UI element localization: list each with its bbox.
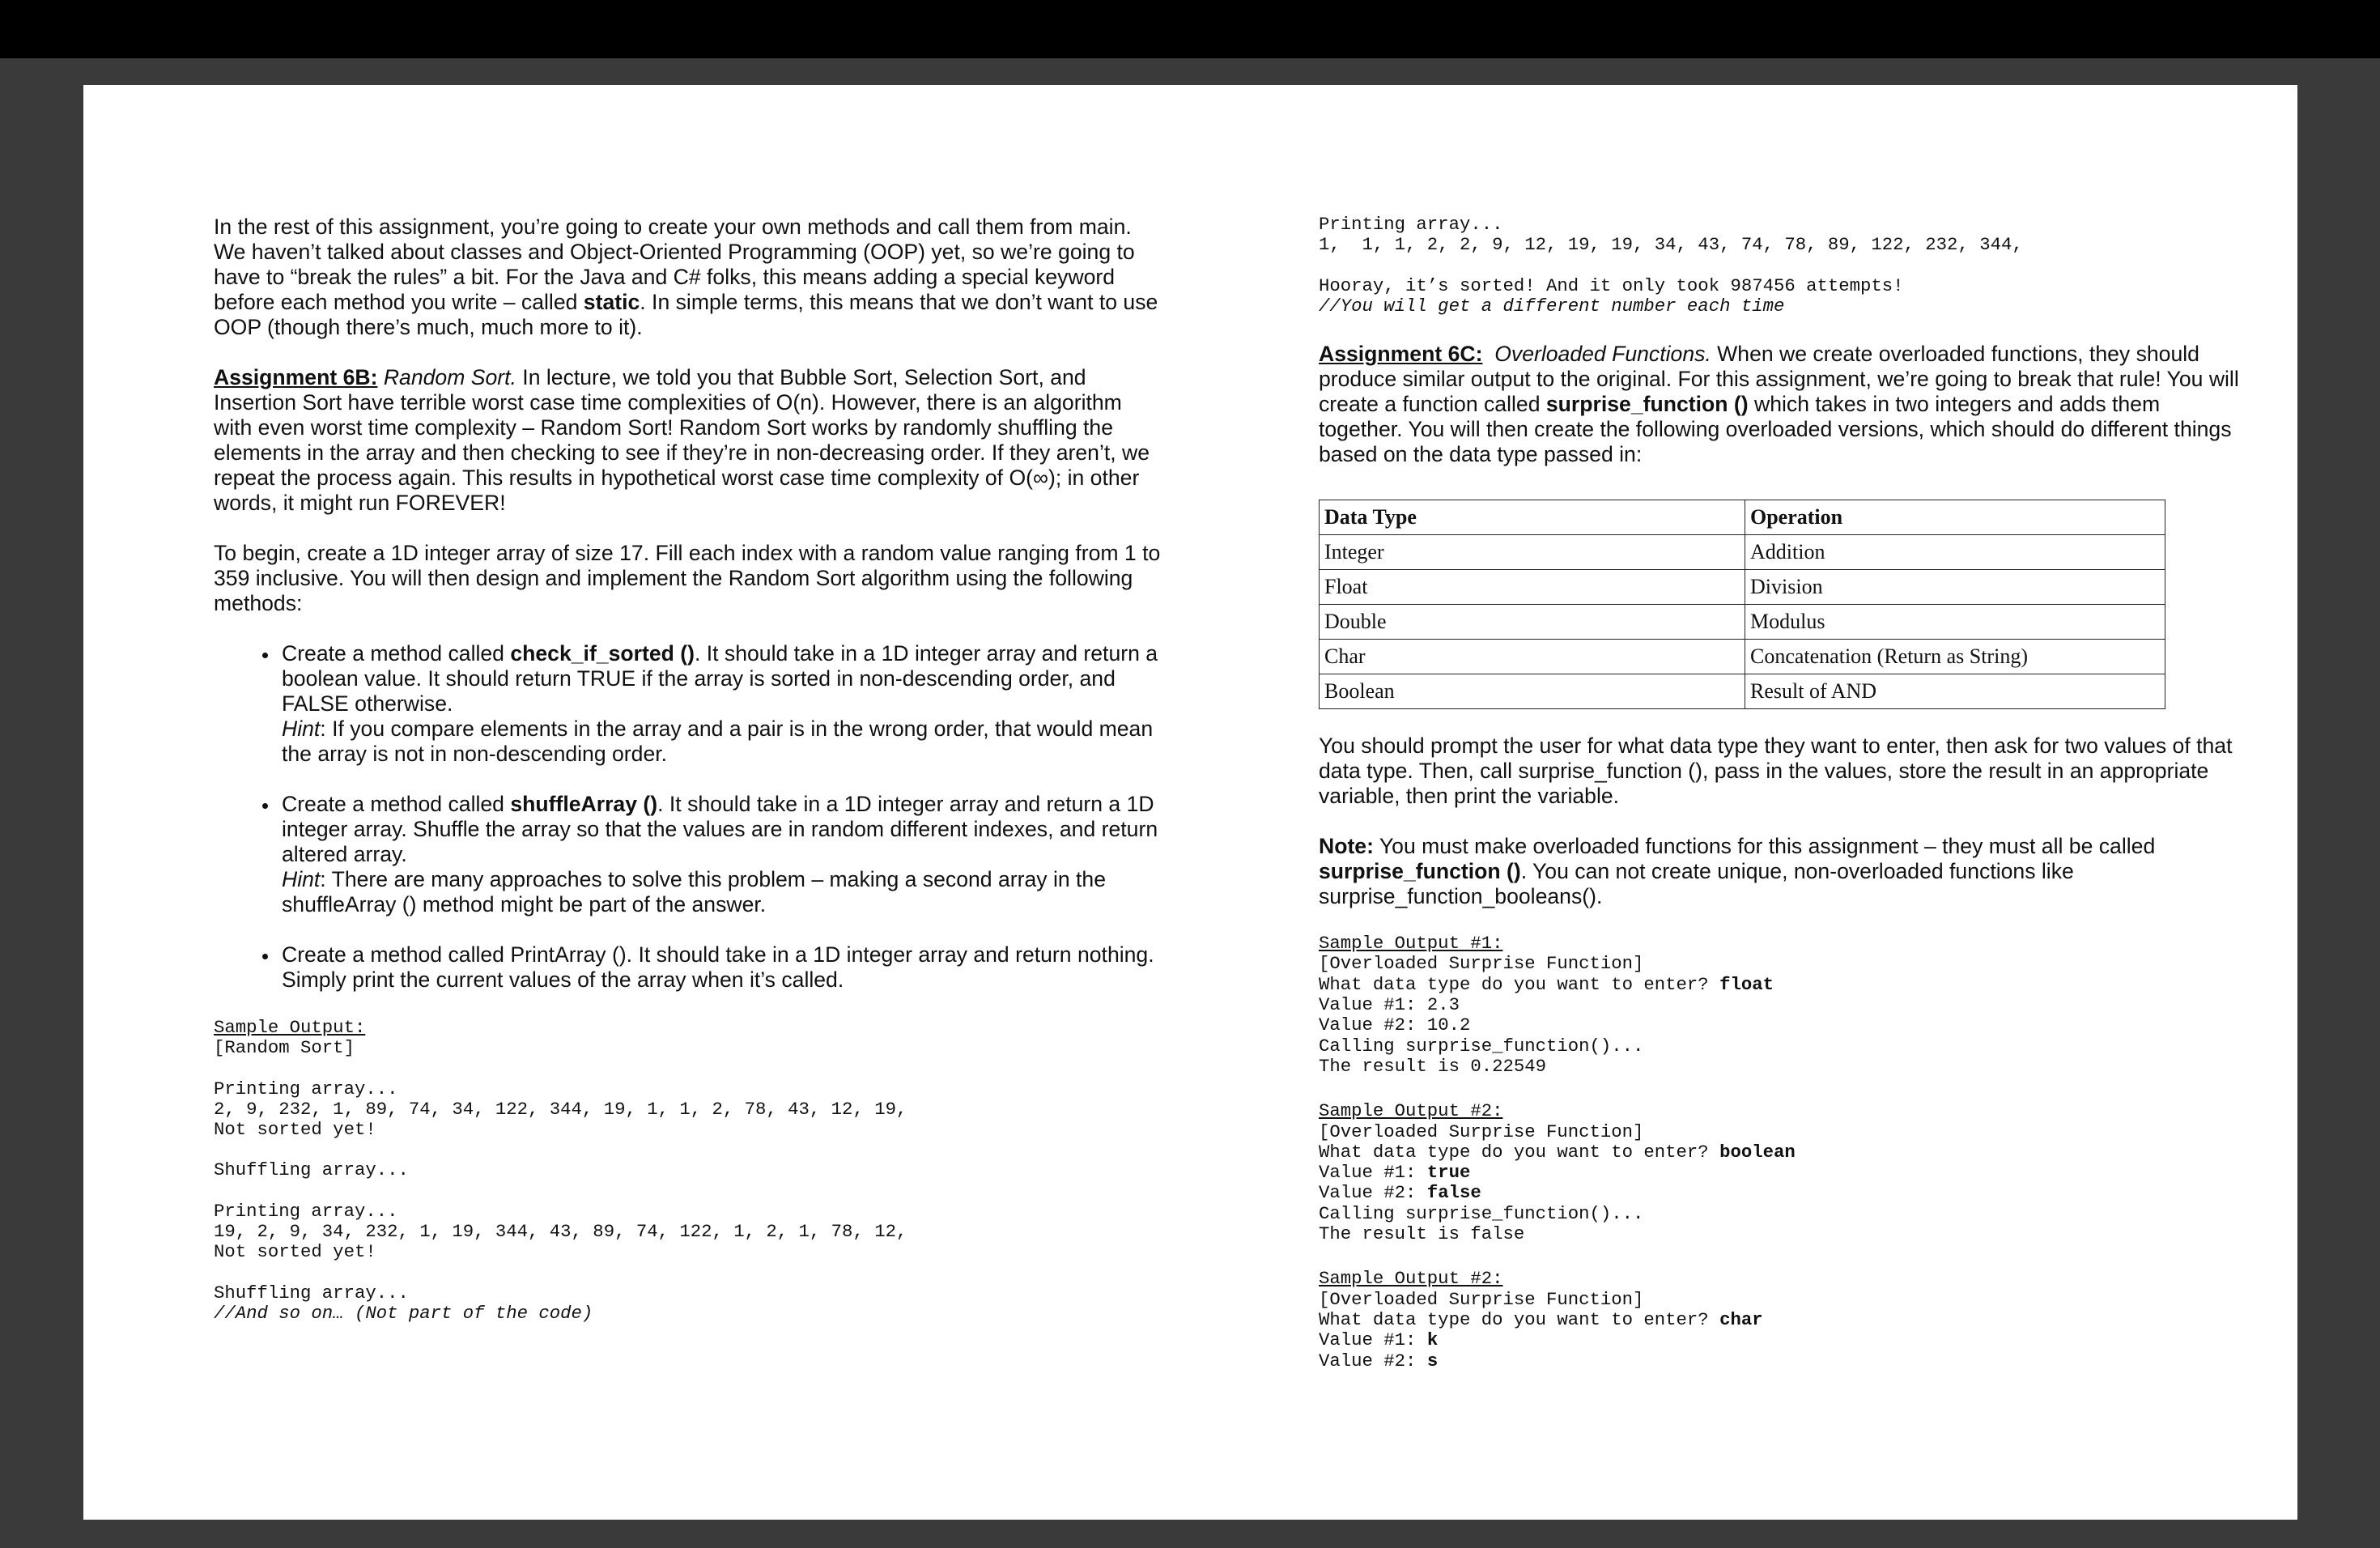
sample-title: [Random Sort] [214,1037,355,1059]
sample-output-label: Sample Output #1: [1319,933,1503,955]
note-paragraph: Note: You must make overloaded functions for this assignment – they must all be called surprise_function (). You can not create unique, non-overloaded functions like surprise_function_booleans(). [1319,834,2156,909]
array-line: 1, 1, 1, 2, 2, 9, 12, 19, 19, 34, 43, 74, 78, 89, 122, 232, 344, [1319,234,2023,256]
left-column [214,215,1161,1324]
right-column: Printing array... 1, 1, 1, 2, 2, 9, 12, 19, 19, 34, 43, 74, 78, 89, 122, 232, 344, Hooray, it’s sorted! And it only took 987456 attempts! //You will get a different number each time Assignment 6C: Overloaded Functions. When we create overloaded functions, they should produce similar output to the original. For this assignment, we’re going to break that rule! You will create a function called surprise_function () which takes in two integers and adds them together. You will then create the following overloaded versions, which should do different things based on the data type passed in: Data Type Operation Integer Addition Float Division Double Modulus Char Concatenation (Return as String) Boolean Result of AND You should prompt the user for what data type they want to enter, then ask for two values of that data type. Then, call surprise_function (), pass in the values, store the result in an appropriate variable, then print the variable. Note: You must make overloaded functions for this assignment – they must all be called surprise_function (). You can not create unique, non-overloaded functions like surprise_function_booleans(). Sample Output #1: [Overloaded Surprise Function] What data type do you want to enter? float Value #1: 2.3 Value #2: 10.2 Calling surprise_function()... The result is 0.22549 Sample Output #2: [Overloaded Surprise Function] What data type do you want to enter? boolean Value #1: true Value #2: false Calling surprise_function()... The result is false Sample Output #2: [Overloaded Surprise Function] What data type do you want to enter? char Value #1: k Value #2: s [1319,215,2250,1372]
table-cell: Modulus [1745,605,2165,640]
static-keyword: static [583,290,640,314]
hint-label: Hint [282,717,321,741]
sample-output-3: Sample Output #2: [Overloaded Surprise Function] What data type do you want to enter? char Value #1: k Value #2: s [1319,1269,2250,1371]
table-row [1320,674,2165,709]
code-comment: //And so on… (Not part of the code) [214,1302,593,1324]
table-row [1320,605,2165,640]
table-cell: Float [1320,570,1745,605]
table-cell: Char [1320,640,1745,674]
data-type-table [1319,500,2165,709]
prompt-paragraph: You should prompt the user for what data type they want to enter, then ask for two values of that data type. Then, call surprise_function (), pass in the values, store the result in an appropriate variable, then print the variable. [1319,734,2233,809]
column-header: Operation [1745,500,2165,535]
table-row [1320,535,2165,570]
sample-output-2: Sample Output #2: [Overloaded Surprise Function] What data type do you want to enter? boolean Value #1: true Value #2: false Calling surprise_function()... The result is false [1319,1101,2250,1244]
table-row [1320,640,2165,674]
random-sort-sample-output: Sample Output: [Random Sort] Printing array... 2, 9, 232, 1, 89, 74, 34, 122, 344, 19, 1, 1, 2, 78, 43, 12, 19, Not sorted yet! Shuffling array... Printing array... 19, 2, 9, 34, 232, 1, 19, 344, 43, 89, 74, 122, 1, 2, 1, 78, 12, Not sorted yet! Shuffling array... //And so on… (Not part of the code) [214,1018,1161,1324]
list-item: • Create a method called check_if_sorted (). It should take in a 1D integer array and return a boolean value. It should return TRUE if the array is sorted in non-descending order, and FALSE otherwise. Hint: If you compare elements in the array and a pair is in the wrong order, that would mean the array is not in non-descending order. [278,641,1161,767]
array-line: 19, 2, 9, 34, 232, 1, 19, 344, 43, 89, 74, 122, 1, 2, 1, 78, 12, [214,1221,907,1243]
sample-output-label: Sample Output #2: [1319,1100,1503,1122]
sample-output-label: Sample Output: [214,1017,366,1038]
table-cell: Addition [1745,535,2165,570]
method-name: shuffleArray () [510,792,658,816]
intro-paragraph: In the rest of this assignment, you’re going to create your own methods and call them from main. We haven’t talked about classes and Object-Oriented Programming (OOP) yet, so we’re going to have to “break the rules” a bit. For the Java and C# folks, this means adding a special keyword before each method you write – called static. In simple terms, this means that we don’t want to use OOP (though there’s much, much more to it). [214,215,1158,339]
assignment-6c-title: Overloaded Functions. [1494,342,1711,367]
method-list [214,641,1161,993]
table-cell: Result of AND [1745,674,2165,709]
column-header: Data Type [1320,500,1745,535]
list-item: • Create a method called shuffleArray (). It should take in a 1D integer array and return a 1D integer array. Shuffle the array so that the values are in random different indexes, and return altered array. Hint: There are many approaches to solve this problem – making a second array in the shuffleArray () method might be part of the answer. [278,792,1161,917]
assignment-6b-title: Random Sort. [383,365,516,389]
assignment-6b-heading: Assignment 6B: [214,365,378,389]
assignment-6c-heading: Assignment 6C: [1319,342,1483,367]
function-name: surprise_function () [1545,392,1749,417]
table-header-row [1320,500,2165,535]
assignment-6c-paragraph: Assignment 6C: Overloaded Functions. When we create overloaded functions, they should produce similar output to the original. For this assignment, we’re going to break that rule! You will create a function called surprise_function () which takes in two integers and adds them together. You will then create the following overloaded versions, which should do different things based on the data type passed in: [1319,342,2239,467]
document-page [83,85,2297,1520]
table-cell: Boolean [1320,674,1745,709]
note-label: Note: [1319,834,1374,859]
array-line: 2, 9, 232, 1, 89, 74, 34, 122, 344, 19, 1, 1, 2, 78, 43, 12, 19, [214,1098,907,1120]
function-name: surprise_function () [1319,859,1521,884]
table-cell: Double [1320,605,1745,640]
begin-paragraph: To begin, create a 1D integer array of size 17. Fill each index with a random value ranging from 1 to 359 inclusive. You will then design and implement the Random Sort algorithm using the following methods: [214,541,1161,615]
sample-output-label: Sample Output #2: [1319,1268,1503,1290]
table-cell: Concatenation (Return as String) [1745,640,2165,674]
table-row [1320,570,2165,605]
sample-output-1: Sample Output #1: [Overloaded Surprise Function] What data type do you want to enter? float Value #1: 2.3 Value #2: 10.2 Calling surprise_function()... The result is 0.22549 [1319,933,2250,1077]
method-name: check_if_sorted () [510,641,695,666]
code-comment: //You will get a different number each time [1319,295,1785,317]
hint-label: Hint [282,867,321,891]
viewer-top-bar [0,0,2380,58]
table-cell: Integer [1320,535,1745,570]
assignment-6b-paragraph: Assignment 6B: Random Sort. In lecture, we told you that Bubble Sort, Selection Sort, and Insertion Sort have terrible worst case time complexities of O(n). However, there is an algorithm with even worst time complexity – Random Sort! Random Sort works by randomly shuffling the elements in the array and then checking to see if they’re in non-decreasing order. If they aren’t, we repeat the process again. This results in hypothetical worst case time complexity of O(∞); in other words, it might run FOREVER! [214,365,1150,515]
list-item: • Create a method called PrintArray (). It should take in a 1D integer array and return nothing. Simply print the current values of the array when it’s called. [278,942,1161,993]
table-cell: Division [1745,570,2165,605]
